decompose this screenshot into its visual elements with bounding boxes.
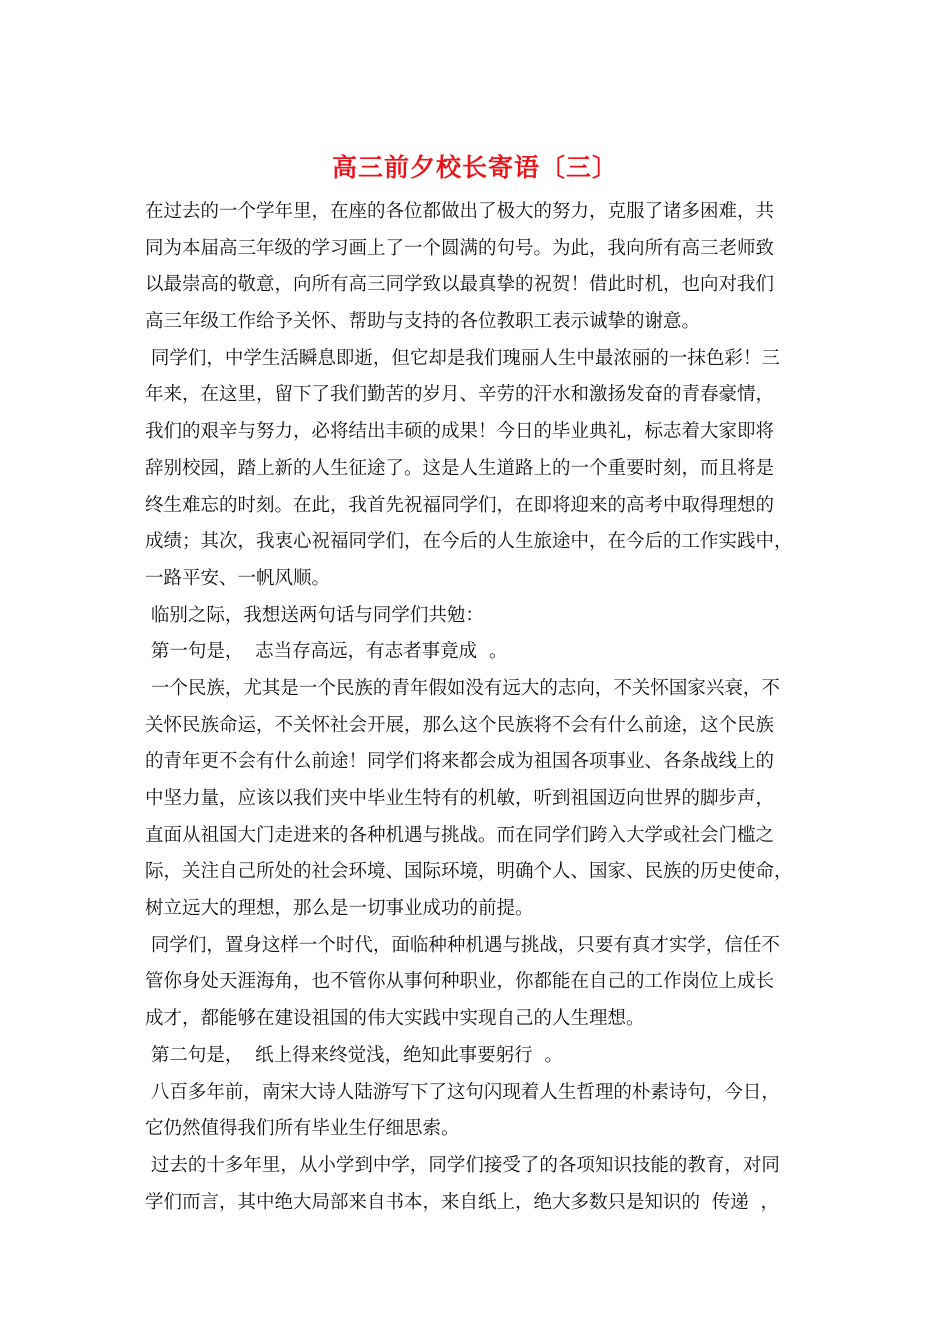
text-line: 直面从祖国大门走进来的各种机遇与挑战。而在同学们跨入大学或社会门槛之 bbox=[145, 824, 775, 846]
text-line: 管你身处天涯海角，也不管你从事何种职业，你都能在自己的工作岗位上成长 bbox=[145, 971, 775, 993]
text-line: 年来，在这里，留下了我们勤苦的岁月、辛劳的汗水和激扬发奋的青春豪情， bbox=[145, 384, 775, 406]
text-line: 它仍然值得我们所有毕业生仔细思索。 bbox=[145, 1118, 460, 1140]
document-title: 高三前夕校长寄语〔三〕 bbox=[331, 153, 618, 182]
text-line: 临别之际，我想送两句话与同学们共勉： bbox=[145, 604, 484, 626]
text-line: 同学们，置身这样一个时代，面临种种机遇与挑战，只要有真才实学，信任不 bbox=[145, 934, 780, 956]
text-line: 一路平安、一帆风顺。 bbox=[145, 567, 331, 589]
text-line: 辞别校园，踏上新的人生征途了。这是人生道路上的一个重要时刻，而且将是 bbox=[145, 457, 775, 479]
text-line: 过去的十多年里，从小学到中学，同学们接受了的各项知识技能的教育，对同 bbox=[145, 1154, 780, 1176]
text-line: 成才，都能够在建设祖国的伟大实践中实现自己的人生理想。 bbox=[145, 1008, 645, 1030]
text-line: 第一句是， 志当存高远，有志者事竟成 。 bbox=[145, 641, 508, 663]
text-line: 同为本届高三年级的学习画上了一个圆满的句号。为此，我向所有高三老师致 bbox=[145, 237, 775, 259]
text-line: 成绩；其次，我衷心祝福同学们，在今后的人生旅途中，在今后的工作实践中， bbox=[145, 531, 793, 553]
text-line: 同学们，中学生活瞬息即逝，但它却是我们瑰丽人生中最浓丽的一抹色彩！三 bbox=[145, 347, 780, 369]
text-line: 中坚力量，应该以我们夹中毕业生特有的机敏，听到祖国迈向世界的脚步声， bbox=[145, 788, 775, 809]
text-line: 关怀民族命运，不关怀社会开展，那么这个民族将不会有什么前途，这个民族 bbox=[145, 714, 775, 736]
text-line: 八百多年前，南宋大诗人陆游写下了这句闪现着人生哲理的朴素诗句，今日， bbox=[145, 1081, 780, 1103]
document-body bbox=[145, 194, 809, 1221]
text-line: 一个民族，尤其是一个民族的青年假如没有远大的志向，不关怀国家兴衰，不 bbox=[145, 677, 780, 699]
text-line: 际，关注自己所处的社会环境、国际环境，明确个人、国家、民族的历史使命， bbox=[145, 861, 793, 883]
text-line: 高三年级工作给予关怀、帮助与支持的各位教职工表示诚挚的谢意。 bbox=[145, 311, 701, 333]
text-line: 终生难忘的时刻。在此，我首先祝福同学们，在即将迎来的高考中取得理想的 bbox=[145, 494, 775, 516]
text-line: 树立远大的理想，那么是一切事业成功的前提。 bbox=[145, 898, 534, 920]
text-line: 在过去的一个学年里，在座的各位都做出了极大的努力，克服了诸多困难，共 bbox=[145, 201, 775, 222]
text-line: 的青年更不会有什么前途！同学们将来都会成为祖国各项事业、各条战线上的 bbox=[145, 751, 775, 773]
text-line: 我们的艰辛与努力，必将结出丰硕的成果！今日的毕业典礼，标志着大家即将 bbox=[145, 421, 775, 443]
text-line: 学们而言，其中绝大局部来自书本，来自纸上，绝大多数只是知识的 传递 ， bbox=[145, 1191, 780, 1213]
text-line: 以最崇高的敬意，向所有高三同学致以最真挚的祝贺！借此时机，也向对我们 bbox=[145, 274, 775, 296]
text-line: 第二句是， 纸上得来终觉浅，绝知此事要躬行 。 bbox=[145, 1044, 563, 1066]
